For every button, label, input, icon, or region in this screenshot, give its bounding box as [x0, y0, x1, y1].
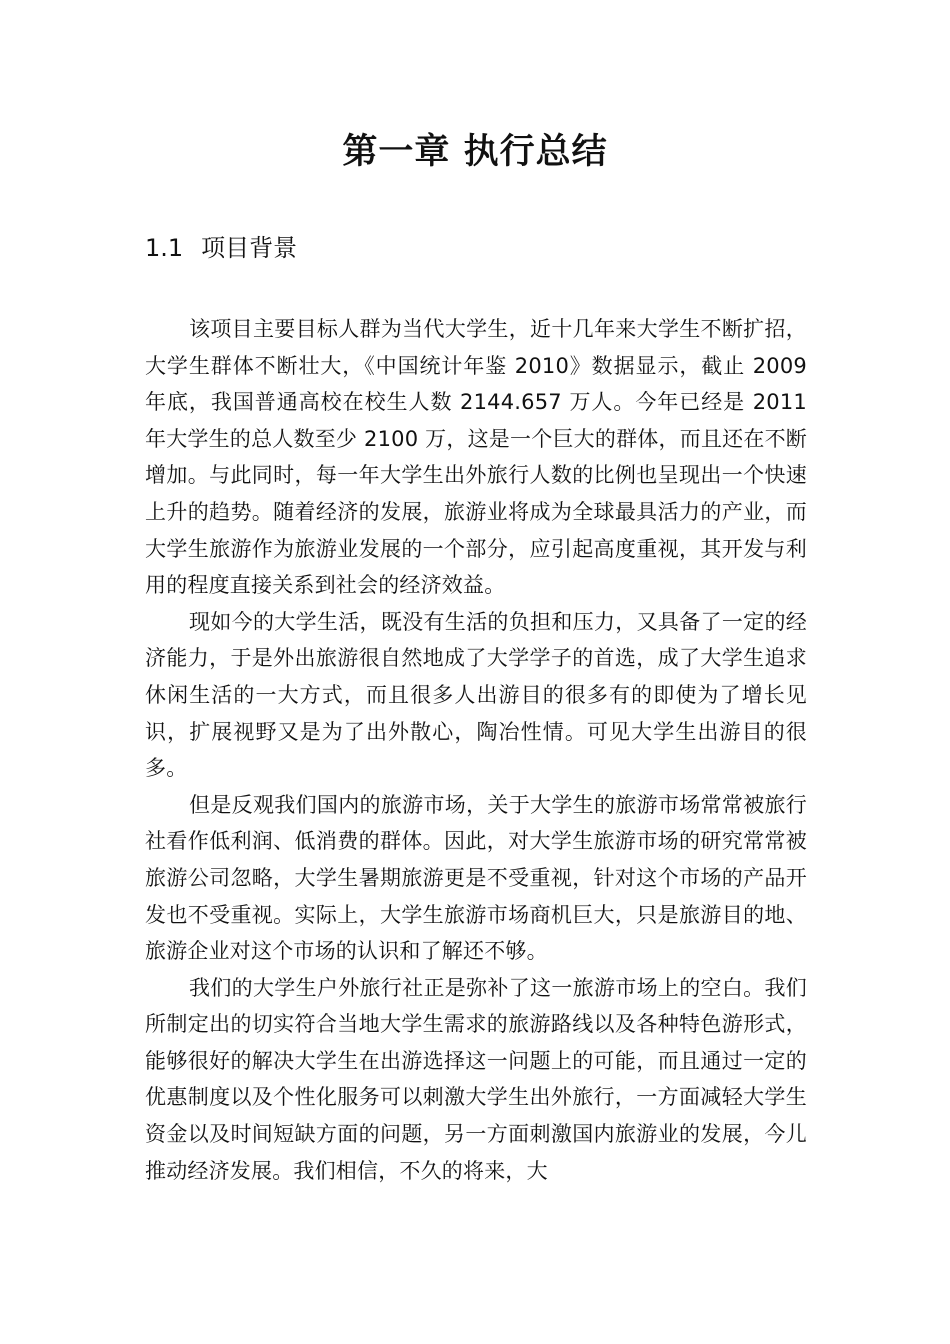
section-number: 1.1 [145, 234, 184, 262]
chapter-title: 第一章 执行总结 [342, 131, 608, 172]
paragraph-1: 该项目主要目标人群为当代大学生，近十几年来大学生不断扩招，大学生群体不断壮大，《中国统计年鉴 2010》数据显示，截止 2009 年底，我国普通高校在校生人数 2144.657 万人。今年已经是 2011 年大学生的总人数至少 2100 万，这是一个巨大的群体，而且还在不断增加。与此同时，每一年大学生出外旅行人数的比例也呈现出一个快速上升的趋势。随着经济的发展，旅游业将成为全球最具活力的产业，而大学生旅游作为旅游业发展的一个部分，应引起高度重视，其开发与利用的程度直接关系到社会的经济效益。 [145, 317, 807, 598]
section-heading [145, 228, 297, 268]
paragraph-4: 我们的大学生户外旅行社正是弥补了这一旅游市场上的空白。我们所制定出的切实符合当地大学生需求的旅游路线以及各种特色游形式，能够很好的解决大学生在出游选择这一问题上的可能，而且通过一定的优惠制度以及个性化服务可以刺激大学生出外旅行，一方面减轻大学生资金以及时间短缺方面的问题，另一方面刺激国内旅游业的发展，今儿推动经济发展。我们相信，不久的将来，大 [145, 975, 807, 1183]
body-text [145, 311, 807, 1189]
paragraph-3: 但是反观我们国内的旅游市场，关于大学生的旅游市场常常被旅行社看作低利润、低消费的群体。因此，对大学生旅游市场的研究常常被旅游公司忽略，大学生暑期旅游更是不受重视，针对这个市场的产品开发也不受重视。实际上，大学生旅游市场商机巨大，只是旅游目的地、旅游企业对这个市场的认识和了解还不够。 [145, 792, 807, 964]
section-title: 项目背景 [201, 234, 298, 262]
paragraph-2: 现如今的大学生活，既没有生活的负担和压力，又具备了一定的经济能力，于是外出旅游很自然地成了大学学子的首选，成了大学生追求休闲生活的一大方式，而且很多人出游目的很多有的即使为了增长见识，扩展视野又是为了出外散心，陶冶性情。可见大学生出游目的很多。 [145, 609, 807, 781]
